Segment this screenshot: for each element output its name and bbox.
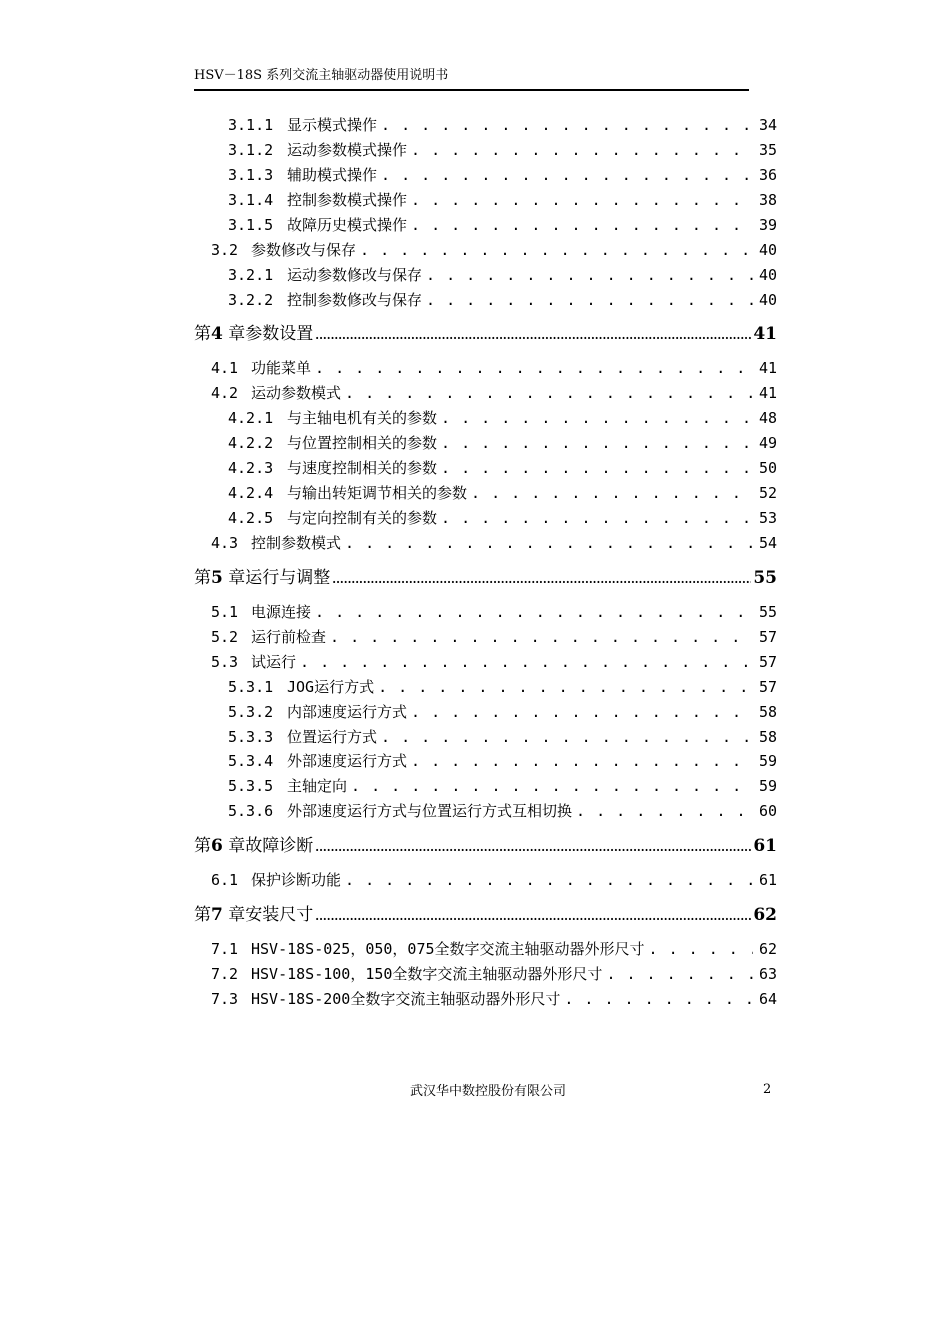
section-number: 5.3.3 bbox=[228, 728, 274, 746]
dot-leader bbox=[411, 702, 753, 722]
page-ref: 58 bbox=[758, 728, 777, 746]
section-number: 3.1.1 bbox=[228, 116, 274, 134]
dot-leader bbox=[564, 989, 753, 1009]
dot-leader bbox=[606, 964, 753, 984]
section-number: 5.3.2 bbox=[228, 703, 274, 721]
toc-subsection-entry[interactable] bbox=[228, 433, 777, 453]
section-number: 3.2.1 bbox=[228, 266, 274, 284]
toc-section-entry[interactable] bbox=[211, 870, 777, 890]
section-number: 3.1.4 bbox=[228, 191, 274, 209]
page-ref: 59 bbox=[758, 752, 777, 770]
page-ref: 60 bbox=[758, 802, 777, 820]
chapter-number: 第7 章 bbox=[194, 905, 246, 925]
dot-leader bbox=[411, 215, 753, 235]
page-ref: 49 bbox=[758, 434, 777, 452]
toc-subsection-entry[interactable] bbox=[228, 190, 777, 210]
section-title: 主轴定向 bbox=[287, 777, 348, 795]
page-ref: 53 bbox=[758, 509, 777, 527]
section-title: 运动参数模式 bbox=[251, 384, 342, 402]
toc-section-entry[interactable] bbox=[211, 989, 777, 1009]
toc-subsection-entry[interactable] bbox=[228, 483, 777, 503]
chapter-number: 第5 章 bbox=[194, 568, 246, 588]
section-title: JOG运行方式 bbox=[287, 678, 375, 696]
section-number: 5.3.6 bbox=[228, 802, 274, 820]
document-title: HSV－18S 系列交流主轴驱动器使用说明书 bbox=[194, 68, 449, 83]
chapter-title: 运行与调整 bbox=[245, 568, 331, 588]
section-number: 4.2.4 bbox=[228, 484, 274, 502]
page-ref: 36 bbox=[758, 166, 777, 184]
toc-subsection-entry[interactable] bbox=[228, 508, 777, 528]
chapter-number: 第4 章 bbox=[194, 324, 246, 344]
toc-subsection-entry[interactable] bbox=[228, 140, 777, 160]
toc-section-entry[interactable] bbox=[211, 627, 777, 647]
toc-subsection-entry[interactable] bbox=[228, 165, 777, 185]
section-title: 与主轴电机有关的参数 bbox=[287, 409, 438, 427]
dot-leader bbox=[381, 115, 753, 135]
toc-chapter-entry[interactable] bbox=[194, 835, 777, 859]
section-title: 运动参数修改与保存 bbox=[287, 266, 423, 284]
dot-leader bbox=[649, 939, 753, 959]
page-ref: 40 bbox=[758, 266, 777, 284]
page-ref: 64 bbox=[758, 990, 777, 1008]
dot-leader bbox=[330, 627, 753, 647]
toc-subsection-entry[interactable] bbox=[228, 751, 777, 771]
toc-subsection-entry[interactable] bbox=[228, 776, 777, 796]
dot-leader bbox=[426, 265, 753, 285]
section-title: 控制参数模式操作 bbox=[287, 191, 408, 209]
page-ref: 54 bbox=[758, 534, 777, 552]
section-title: HSV-18S-100，150全数字交流主轴驱动器外形尺寸 bbox=[251, 965, 603, 983]
section-number: 5.3.4 bbox=[228, 752, 274, 770]
toc-subsection-entry[interactable] bbox=[228, 677, 777, 697]
section-number: 6.1 bbox=[211, 871, 239, 889]
toc-section-entry[interactable] bbox=[211, 240, 777, 260]
dot-leader bbox=[315, 837, 751, 859]
dot-leader bbox=[411, 140, 753, 160]
section-number: 3.2.2 bbox=[228, 291, 274, 309]
section-title: 外部速度运行方式与位置运行方式互相切换 bbox=[287, 802, 573, 820]
dot-leader bbox=[332, 569, 751, 591]
section-title: 外部速度运行方式 bbox=[287, 752, 408, 770]
page-ref: 61 bbox=[758, 871, 777, 889]
section-title: 运行前检查 bbox=[251, 628, 327, 646]
page-ref: 52 bbox=[758, 484, 777, 502]
toc-chapter-entry[interactable] bbox=[194, 323, 777, 347]
chapter-title: 参数设置 bbox=[245, 324, 314, 344]
dot-leader bbox=[360, 240, 753, 260]
page-ref: 34 bbox=[758, 116, 777, 134]
page-footer bbox=[0, 1080, 950, 1100]
section-number: 3.1.5 bbox=[228, 216, 274, 234]
dot-leader bbox=[378, 677, 753, 697]
section-number: 4.2.3 bbox=[228, 459, 274, 477]
section-number: 5.2 bbox=[211, 628, 239, 646]
toc-section-entry[interactable] bbox=[211, 939, 777, 959]
section-title: 与输出转矩调节相关的参数 bbox=[287, 484, 468, 502]
page-ref: 40 bbox=[758, 241, 777, 259]
dot-leader bbox=[345, 533, 753, 553]
page-number: 2 bbox=[763, 1082, 772, 1097]
dot-leader bbox=[471, 483, 753, 503]
section-number: 5.1 bbox=[211, 603, 239, 621]
dot-leader bbox=[315, 325, 751, 347]
chapter-title: 安装尺寸 bbox=[245, 905, 314, 925]
section-title: 控制参数修改与保存 bbox=[287, 291, 423, 309]
section-title: 故障历史模式操作 bbox=[287, 216, 408, 234]
page-ref: 63 bbox=[758, 965, 777, 983]
section-title: 运动参数模式操作 bbox=[287, 141, 408, 159]
page-ref: 57 bbox=[758, 653, 777, 671]
page-ref: 62 bbox=[758, 940, 777, 958]
section-number: 3.1.3 bbox=[228, 166, 274, 184]
toc-subsection-entry[interactable] bbox=[228, 290, 777, 310]
section-title: HSV-18S-025，050，075全数字交流主轴驱动器外形尺寸 bbox=[251, 940, 645, 958]
page-ref: 50 bbox=[758, 459, 777, 477]
toc-section-entry[interactable] bbox=[211, 602, 777, 622]
section-number: 3.1.2 bbox=[228, 141, 274, 159]
page-ref: 48 bbox=[758, 409, 777, 427]
toc-subsection-entry[interactable] bbox=[228, 458, 777, 478]
toc-chapter-entry[interactable] bbox=[194, 567, 777, 591]
page-ref: 41 bbox=[753, 324, 777, 344]
dot-leader bbox=[411, 190, 753, 210]
dot-leader bbox=[381, 165, 753, 185]
dot-leader bbox=[411, 751, 753, 771]
section-number: 3.2 bbox=[211, 241, 239, 259]
chapter-title: 故障诊断 bbox=[245, 836, 314, 856]
toc-chapter-entry[interactable] bbox=[194, 904, 777, 928]
section-number: 4.1 bbox=[211, 359, 239, 377]
dot-leader bbox=[315, 602, 753, 622]
section-title: 与位置控制相关的参数 bbox=[287, 434, 438, 452]
page-ref: 40 bbox=[758, 291, 777, 309]
footer-company: 武汉华中数控股份有限公司 bbox=[410, 1084, 567, 1099]
section-title: 内部速度运行方式 bbox=[287, 703, 408, 721]
dot-leader bbox=[315, 358, 753, 378]
section-title: 电源连接 bbox=[251, 603, 312, 621]
toc-section-entry[interactable] bbox=[211, 533, 777, 553]
section-number: 5.3 bbox=[211, 653, 239, 671]
toc-section-entry[interactable] bbox=[211, 964, 777, 984]
page-ref: 35 bbox=[758, 141, 777, 159]
page-ref: 61 bbox=[753, 836, 777, 856]
dot-leader bbox=[426, 290, 753, 310]
section-number: 5.3.1 bbox=[228, 678, 274, 696]
section-number: 7.1 bbox=[211, 940, 239, 958]
section-number: 4.2.5 bbox=[228, 509, 274, 527]
dot-leader bbox=[441, 458, 753, 478]
section-title: 试运行 bbox=[251, 653, 297, 671]
toc-section-entry[interactable] bbox=[211, 652, 777, 672]
toc-section-entry[interactable] bbox=[211, 383, 777, 403]
section-title: 控制参数模式 bbox=[251, 534, 342, 552]
page-ref: 41 bbox=[758, 384, 777, 402]
toc-subsection-entry[interactable] bbox=[228, 115, 777, 135]
dot-leader bbox=[441, 508, 753, 528]
section-number: 4.2 bbox=[211, 384, 239, 402]
dot-leader bbox=[300, 652, 753, 672]
section-title: 位置运行方式 bbox=[287, 728, 378, 746]
page-ref: 59 bbox=[758, 777, 777, 795]
page-ref: 39 bbox=[758, 216, 777, 234]
section-title: 辅助模式操作 bbox=[287, 166, 378, 184]
section-title: HSV-18S-200全数字交流主轴驱动器外形尺寸 bbox=[251, 990, 561, 1008]
page-ref: 62 bbox=[753, 905, 777, 925]
dot-leader bbox=[351, 776, 753, 796]
section-title: 功能菜单 bbox=[251, 359, 312, 377]
chapter-number: 第6 章 bbox=[194, 836, 246, 856]
dot-leader bbox=[576, 801, 753, 821]
page-ref: 41 bbox=[758, 359, 777, 377]
dot-leader bbox=[441, 433, 753, 453]
section-number: 4.2.1 bbox=[228, 409, 274, 427]
section-title: 参数修改与保存 bbox=[251, 241, 357, 259]
toc-subsection-entry[interactable] bbox=[228, 801, 777, 821]
section-title: 与定向控制有关的参数 bbox=[287, 509, 438, 527]
section-number: 4.2.2 bbox=[228, 434, 274, 452]
section-number: 7.2 bbox=[211, 965, 239, 983]
page-ref: 57 bbox=[758, 678, 777, 696]
page-ref: 57 bbox=[758, 628, 777, 646]
toc-subsection-entry[interactable] bbox=[228, 727, 777, 747]
section-number: 7.3 bbox=[211, 990, 239, 1008]
toc-subsection-entry[interactable] bbox=[228, 265, 777, 285]
page-ref: 55 bbox=[758, 603, 777, 621]
page-ref: 58 bbox=[758, 703, 777, 721]
section-number: 5.3.5 bbox=[228, 777, 274, 795]
section-number: 4.3 bbox=[211, 534, 239, 552]
dot-leader bbox=[381, 727, 753, 747]
dot-leader bbox=[441, 408, 753, 428]
dot-leader bbox=[315, 906, 751, 928]
dot-leader bbox=[345, 383, 753, 403]
page-ref: 38 bbox=[758, 191, 777, 209]
section-title: 保护诊断功能 bbox=[251, 871, 342, 889]
section-title: 显示模式操作 bbox=[287, 116, 378, 134]
toc-subsection-entry[interactable] bbox=[228, 215, 777, 235]
dot-leader bbox=[345, 870, 753, 890]
page-ref: 55 bbox=[753, 568, 777, 588]
toc-subsection-entry[interactable] bbox=[228, 702, 777, 722]
toc-subsection-entry[interactable] bbox=[228, 408, 777, 428]
section-title: 与速度控制相关的参数 bbox=[287, 459, 438, 477]
toc-section-entry[interactable] bbox=[211, 358, 777, 378]
